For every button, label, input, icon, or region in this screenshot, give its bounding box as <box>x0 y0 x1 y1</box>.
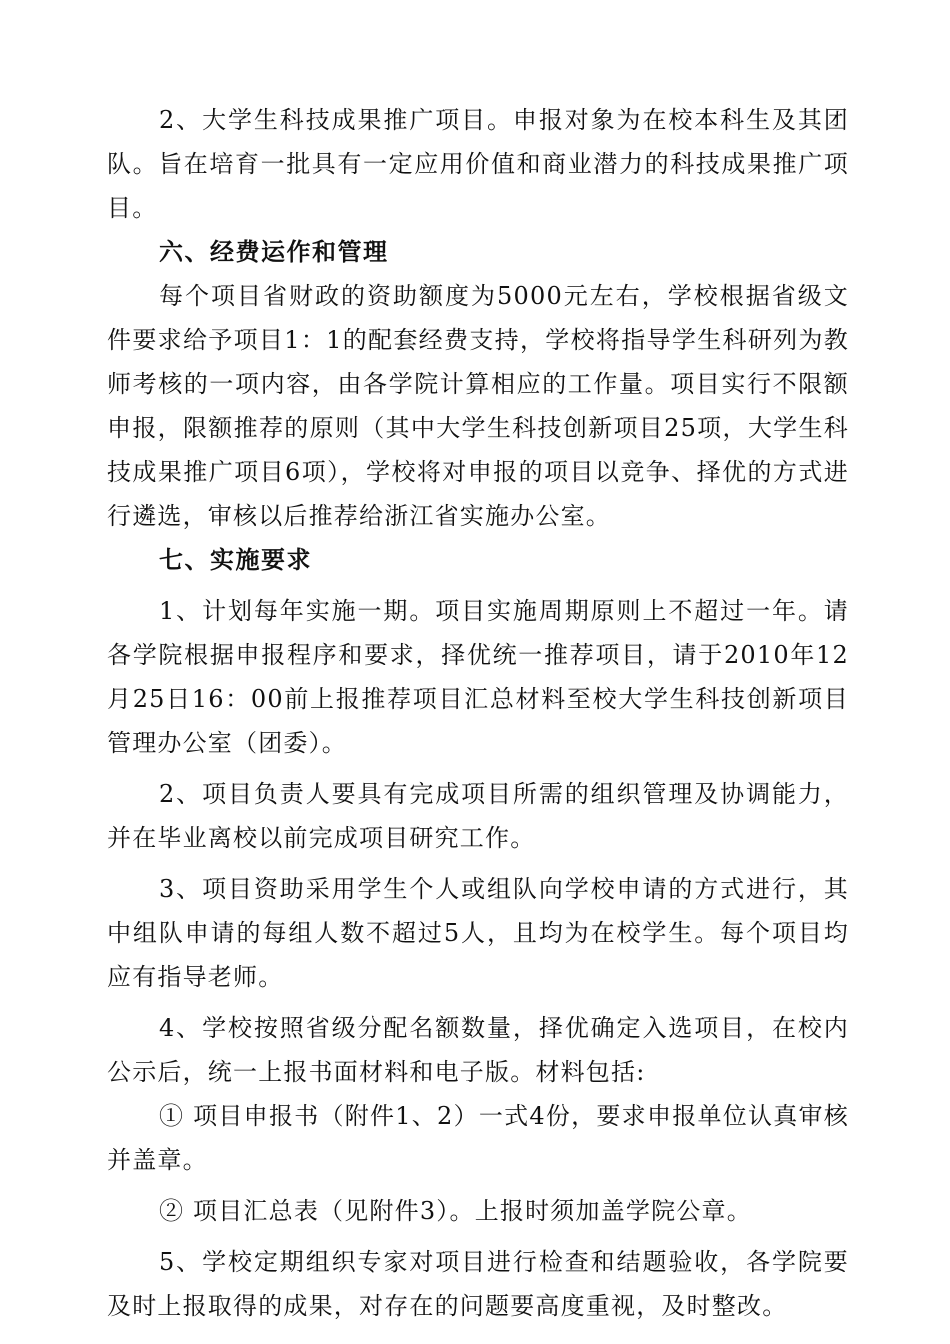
funding-paragraph: 每个项目省财政的资助额度为5000元左右，学校根据省级文件要求给予项目1：1的配套经费支持，学校将指导学生科研列为教师考核的一项内容，由各学院计算相应的工作量。项目实行不限额申报，限额推荐的原则（其中大学生科技创新项目25项，大学生科技成果推广项目6项），学校将对申报的项目以竞争、择优的方式进行遴选，审核以后推荐给浙江省实施办公室。 <box>107 282 849 530</box>
requirement-2-paragraph: 2、项目负责人要具有完成项目所需的组织管理及协调能力，并在毕业离校以前完成项目研究工作。 <box>107 780 849 852</box>
requirement-5-paragraph: 5、学校定期组织专家对项目进行检查和结题验收，各学院要及时上报取得的成果，对存在的问题要高度重视，及时整改。 <box>107 1248 849 1320</box>
document-body <box>107 98 849 1328</box>
requirement-3-paragraph: 3、项目资助采用学生个人或组队向学校申请的方式进行，其中组队申请的每组人数不超过5人，且均为在校学生。每个项目均应有指导老师。 <box>107 875 849 991</box>
section-7-heading: 七、实施要求 <box>159 546 312 574</box>
section-6-heading: 六、经费运作和管理 <box>159 238 389 266</box>
requirement-1-paragraph: 1、计划每年实施一期。项目实施周期原则上不超过一年。请各学院根据申报程序和要求，择优统一推荐项目，请于2010年12月25日16：00前上报推荐项目汇总材料至校大学生科技创新项目管理办公室（团委）。 <box>107 597 849 757</box>
material-2-paragraph: ② 项目汇总表（见附件3）。上报时须加盖学院公章。 <box>159 1197 752 1225</box>
material-1-paragraph: ① 项目申报书（附件1、2）一式4份，要求申报单位认真审核并盖章。 <box>107 1102 849 1174</box>
project-2-paragraph: 2、大学生科技成果推广项目。申报对象为在校本科生及其团队。旨在培育一批具有一定应用价值和商业潜力的科技成果推广项目。 <box>107 106 849 222</box>
requirement-4-paragraph: 4、学校按照省级分配名额数量，择优确定入选项目，在校内公示后，统一上报书面材料和电子版。材料包括: <box>107 1014 849 1086</box>
